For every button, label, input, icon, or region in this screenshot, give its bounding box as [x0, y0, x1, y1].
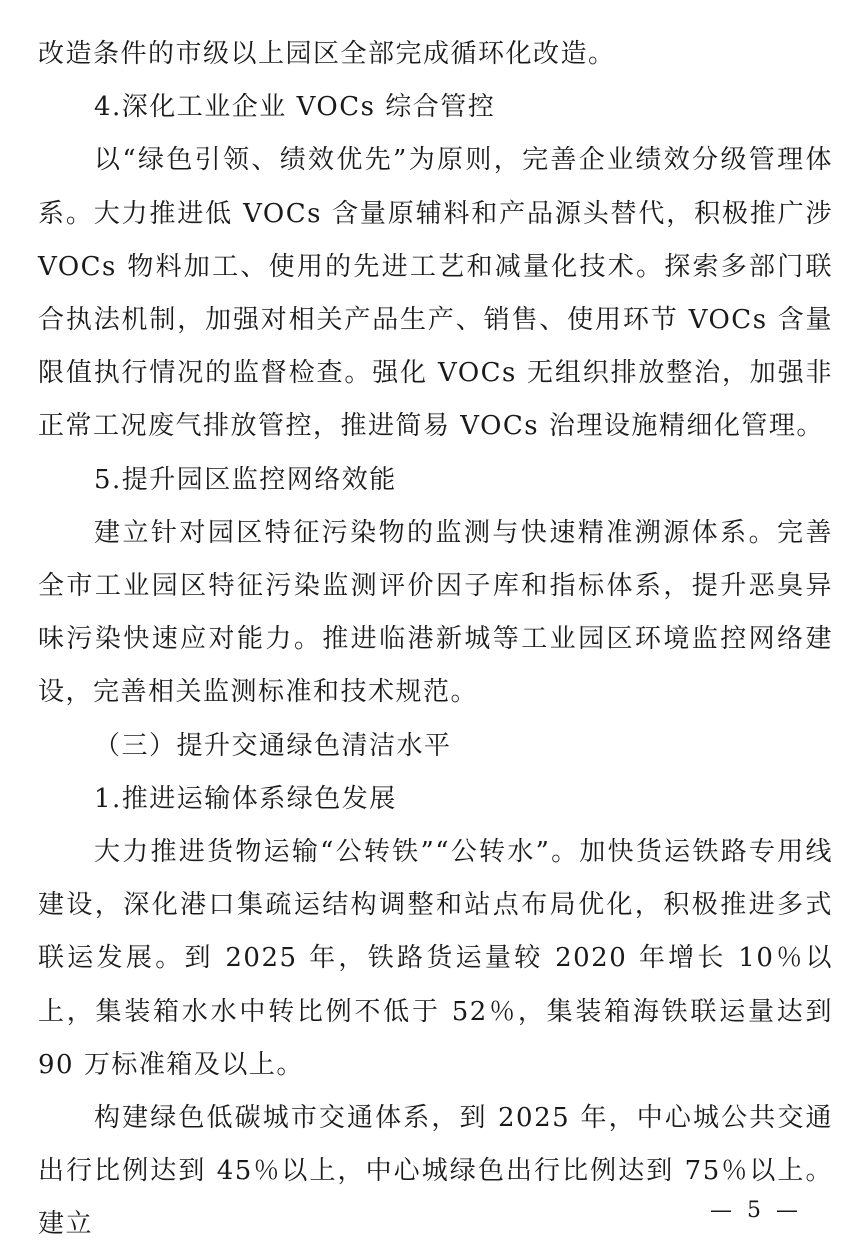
- section-heading-three: （三）提升交通绿色清洁水平: [94, 730, 452, 761]
- paragraph-vocs-control: 以“绿色引领、绩效优先”为原则，完善企业绩效分级管理体系。大力推进低 VOCs 含量原辅料和产品源头替代，积极推广涉 VOCs 物料加工、使用的先进工艺和减量化技术。探索多部门联合执法机制，加强对相关产品生产、销售、使用环节 VOCs 含量限值执行情况的监督检查。强化 VOCs 无组织排放整治，加强非正常工况废气排放管控，推进简易 VOCs 治理设施精细化管理。: [38, 145, 833, 442]
- paragraph-park-monitoring: 建立针对园区特征污染物的监测与快速精准溯源体系。完善全市工业园区特征污染监测评价因子库和指标体系，提升恶臭异味污染快速应对能力。推进临港新城等工业园区环境监控网络建设，完善相关监测标准和技术规范。: [38, 517, 833, 708]
- section-heading-4: 4.深化工业企业 VOCs 综合管控: [94, 92, 496, 123]
- document-page: [38, 28, 833, 1252]
- paragraph-continuation: 改造条件的市级以上园区全部完成循环化改造。: [38, 39, 616, 69]
- page-number: — 5 —: [710, 1198, 802, 1223]
- paragraph-freight-transport: 大力推进货物运输“公转铁”“公转水”。加快货运铁路专用线建设，深化港口集疏运结构调整和站点布局优化，积极推进多式联运发展。到 2025 年，铁路货运量较 2020 年增长 10％以上，集装箱水水中转比例不低于 52％，集装箱海铁联运量达到 90 万标准箱及以上。: [38, 837, 833, 1080]
- section-heading-5: 5.提升园区监控网络效能: [94, 464, 397, 495]
- paragraph-urban-transport: 构建绿色低碳城市交通体系，到 2025 年，中心城公共交通出行比例达到 45％以上，中心城绿色出行比例达到 75％以上。建立: [38, 1103, 833, 1240]
- section-heading-1: 1.推进运输体系绿色发展: [94, 783, 397, 814]
